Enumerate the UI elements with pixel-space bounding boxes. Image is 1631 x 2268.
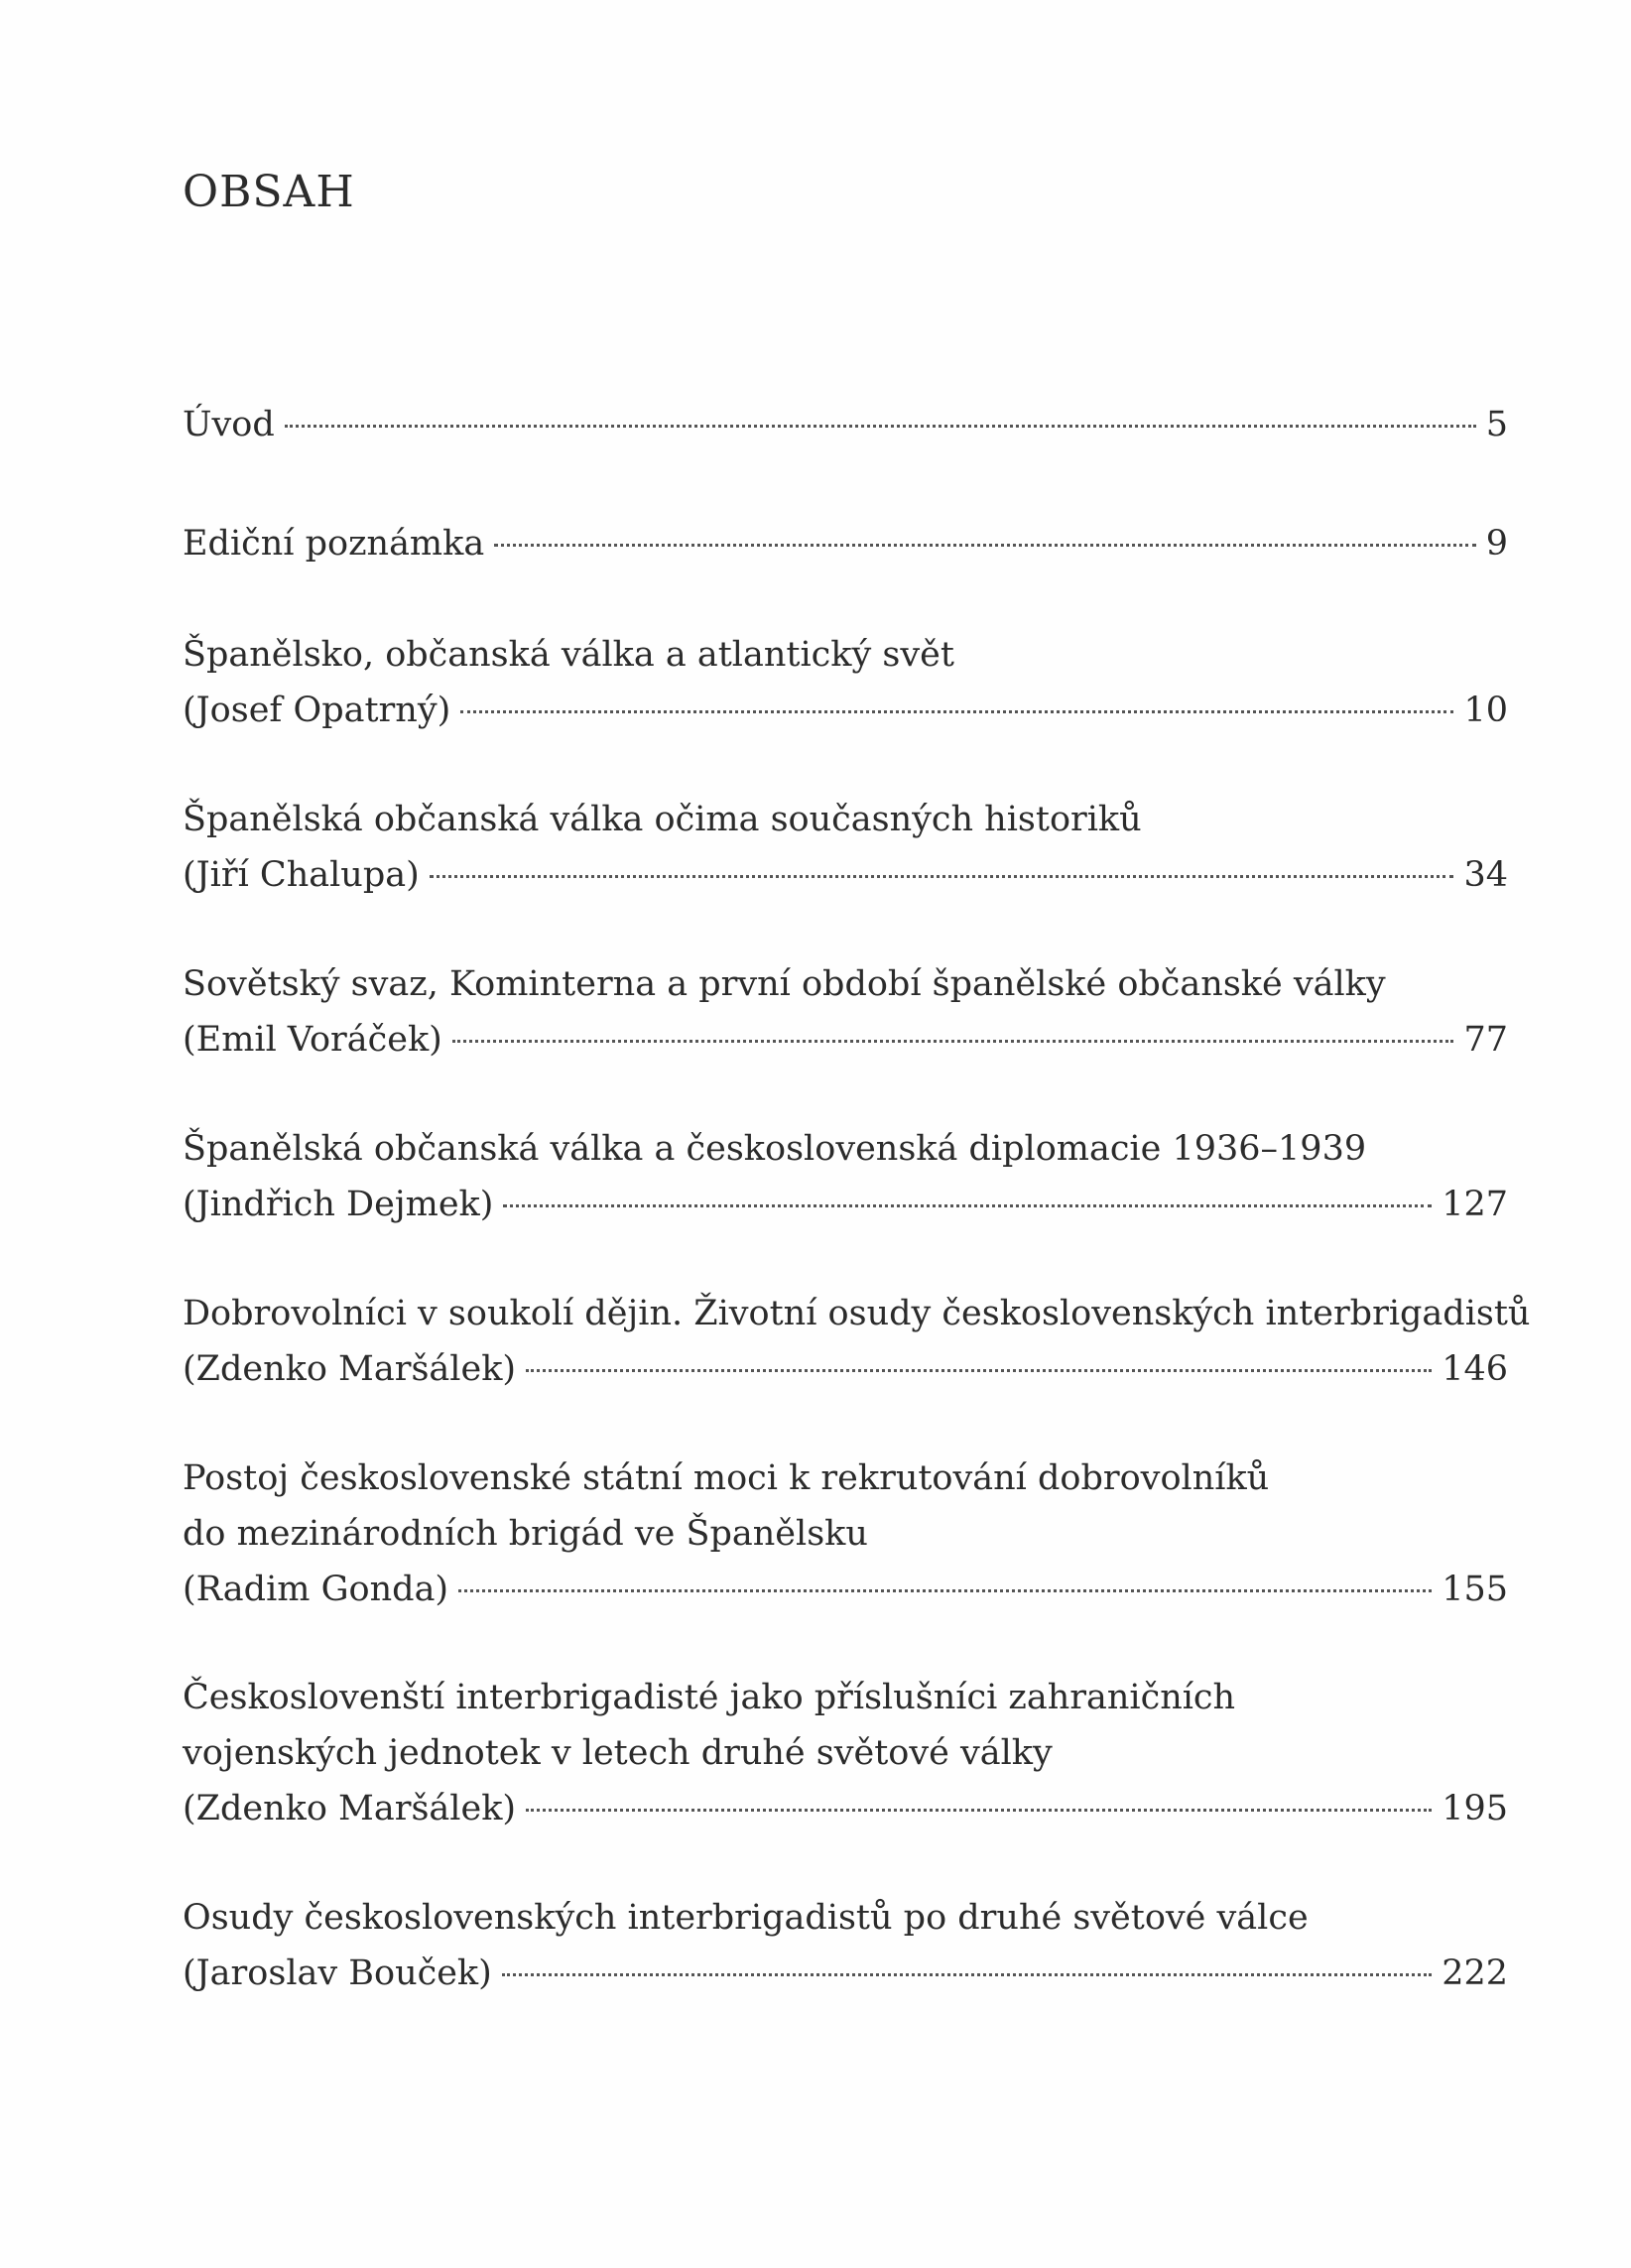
toc-entry-title-line: Španělská občanská válka očima současných historiků [183, 800, 1142, 839]
toc-entry-title-line: do mezinárodních brigád ve Španělsku [183, 1514, 868, 1554]
toc-entry-author: (Jiří Chalupa) [183, 855, 420, 895]
toc-entry-page-number: 155 [1442, 1570, 1508, 1609]
toc-entry-page-number: 10 [1463, 691, 1508, 730]
toc-entry-title-line: Českoslovenští interbrigadisté jako příslušníci zahraničních [183, 1678, 1236, 1717]
toc-entry-title: Úvod [183, 405, 275, 444]
toc-entry-title-line: Sovětský svaz, Kominterna a první období španělské občanské války [183, 964, 1386, 1004]
toc-entry-leader-line [183, 516, 1508, 571]
toc-entry-title-line: vojenských jednotek v letech druhé světové války [183, 1733, 1053, 1773]
dot-leader [494, 544, 1476, 547]
toc-entry [183, 1890, 1508, 2001]
toc-entry-author: (Jindřich Dejmek) [183, 1185, 494, 1224]
toc-entry-page-number: 77 [1463, 1020, 1508, 1060]
toc-entry-page-number: 222 [1442, 1953, 1508, 1993]
toc-entry-page-number: 195 [1442, 1789, 1508, 1828]
toc-entry-leader-line [183, 1781, 1508, 1836]
toc-entry-page-number: 9 [1485, 524, 1508, 564]
dot-leader [502, 1973, 1432, 1976]
toc-entry-title-line: Postoj československé státní moci k rekrutování dobrovolníků [183, 1458, 1270, 1498]
toc-entry-leader-line [183, 397, 1508, 452]
toc-entry [183, 1670, 1508, 1836]
dot-leader [460, 710, 1453, 713]
toc-entry-page-number: 127 [1442, 1185, 1508, 1224]
dot-leader [503, 1204, 1432, 1207]
toc-entry-author: (Radim Gonda) [183, 1570, 449, 1609]
dot-leader [430, 875, 1454, 878]
toc-entry-leader-line [183, 1946, 1508, 2001]
toc-entry [183, 1450, 1508, 1617]
dot-leader [285, 425, 1476, 428]
toc-entry-page-number: 146 [1442, 1349, 1508, 1389]
dot-leader [526, 1369, 1432, 1372]
toc-entry [183, 1121, 1508, 1232]
toc-entry [183, 1286, 1531, 1397]
toc-entry-leader-line [183, 1341, 1508, 1397]
toc-entry-title-line: Osudy československých interbrigadistů po druhé světové válce [183, 1898, 1309, 1938]
toc-entry [183, 627, 1508, 738]
toc-entry-author: (Jaroslav Bouček) [183, 1953, 492, 1993]
toc-entry-author: (Josef Opatrný) [183, 691, 451, 730]
toc-entry-author: (Zdenko Maršálek) [183, 1789, 517, 1828]
toc-entry [183, 516, 1508, 571]
toc-entry-leader-line [183, 683, 1508, 738]
toc-entry-title-line: Španělská občanská válka a československá diplomacie 1936–1939 [183, 1129, 1367, 1169]
toc-entry-author: (Zdenko Maršálek) [183, 1349, 517, 1389]
toc-entry-leader-line [183, 847, 1508, 903]
toc-entry-leader-line [183, 1012, 1508, 1068]
toc-entry-page-number: 5 [1485, 405, 1508, 444]
toc-entry-author: (Emil Voráček) [183, 1020, 442, 1060]
toc-entry [183, 956, 1508, 1068]
toc-entry [183, 397, 1508, 452]
toc-entry-leader-line [183, 1562, 1508, 1617]
toc-entry-title-line: Dobrovolníci v soukolí dějin. Životní osudy československých interbrigadistů [183, 1294, 1531, 1333]
toc-entry-title: Ediční poznámka [183, 524, 485, 564]
toc-entry-title-line: Španělsko, občanská válka a atlantický svět [183, 635, 954, 675]
toc-entry-leader-line [183, 1177, 1508, 1232]
toc-entry-page-number: 34 [1463, 855, 1508, 895]
dot-leader [526, 1809, 1432, 1812]
dot-leader [452, 1040, 1454, 1043]
dot-leader [458, 1589, 1432, 1592]
page-title: OBSAH [183, 167, 355, 217]
toc-entry [183, 792, 1508, 903]
